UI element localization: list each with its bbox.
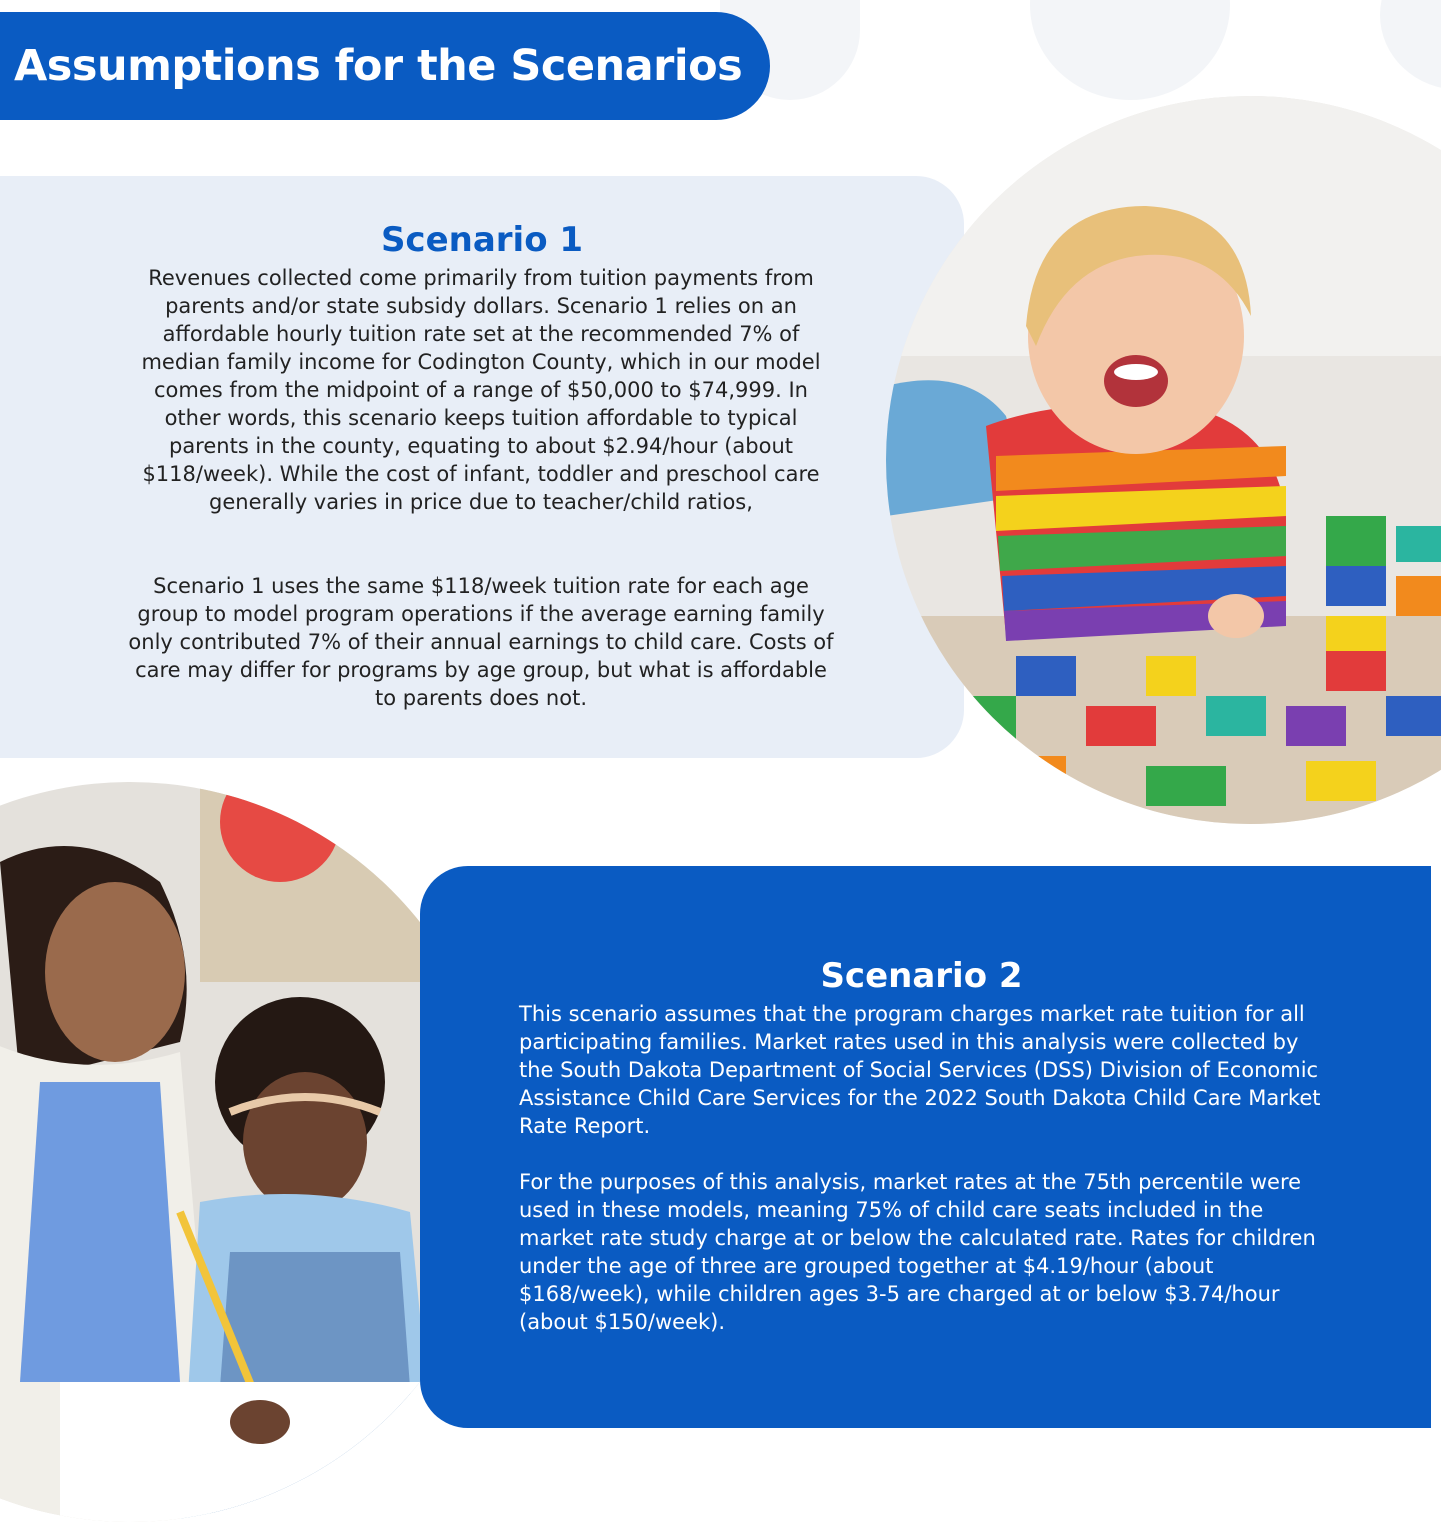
- scenario-2-paragraph-1: This scenario assumes that the program charges market rate tuition for all participating families. Market rates used in this analysis were collected by the South Dakota Department of Social Services (DSS) Division of Economic Assistance Child Care Services for the 2022 South Dakota Child Care Market Rate Report.: [519, 1002, 1321, 1138]
- scenario-2-panel: [420, 866, 1431, 1428]
- scenario-1-paragraph-2: Scenario 1 uses the same $118/week tuition rate for each age group to model program operations if the average earning family only contributed 7% of their annual earnings to child care. Costs of care may differ for programs by age group, but what is affordable to parents does not.: [128, 574, 834, 710]
- decorative-bubble: [1030, 0, 1230, 100]
- page-title: Assumptions for the Scenarios: [14, 41, 743, 91]
- header-banner: [0, 12, 770, 120]
- scenario-2-title: Scenario 2: [820, 956, 1023, 996]
- child-with-blocks-photo: [886, 96, 1441, 824]
- scenario-2-paragraph-2: For the purposes of this analysis, market rates at the 75th percentile were used in these models, meaning 75% of child care seats included in the market rate study charge at or below the calculated rate. Rates for children under the age of three are grouped together at $4.19/hour (about $168/week), while children ages 3-5 are charged at or below $3.74/hour (about $150/week).: [519, 1170, 1316, 1334]
- scenario-1-paragraph-1: Revenues collected come primarily from tuition payments from parents and/or state subsidy dollars. Scenario 1 relies on an affordable hourly tuition rate set at the recommended 7% of median family income for Codington County, which in our model comes from the midpoint of a range of $50,000 to $74,999. In other words, this scenario keeps tuition affordable to typical parents in the county, equating to about $2.94/hour (about $118/week). While the cost of infant, toddler and preschool care generally varies in price due to teacher/child ratios,: [141, 266, 821, 514]
- scenario-1-title: Scenario 1: [380, 220, 584, 260]
- decorative-bubble: [1380, 0, 1441, 90]
